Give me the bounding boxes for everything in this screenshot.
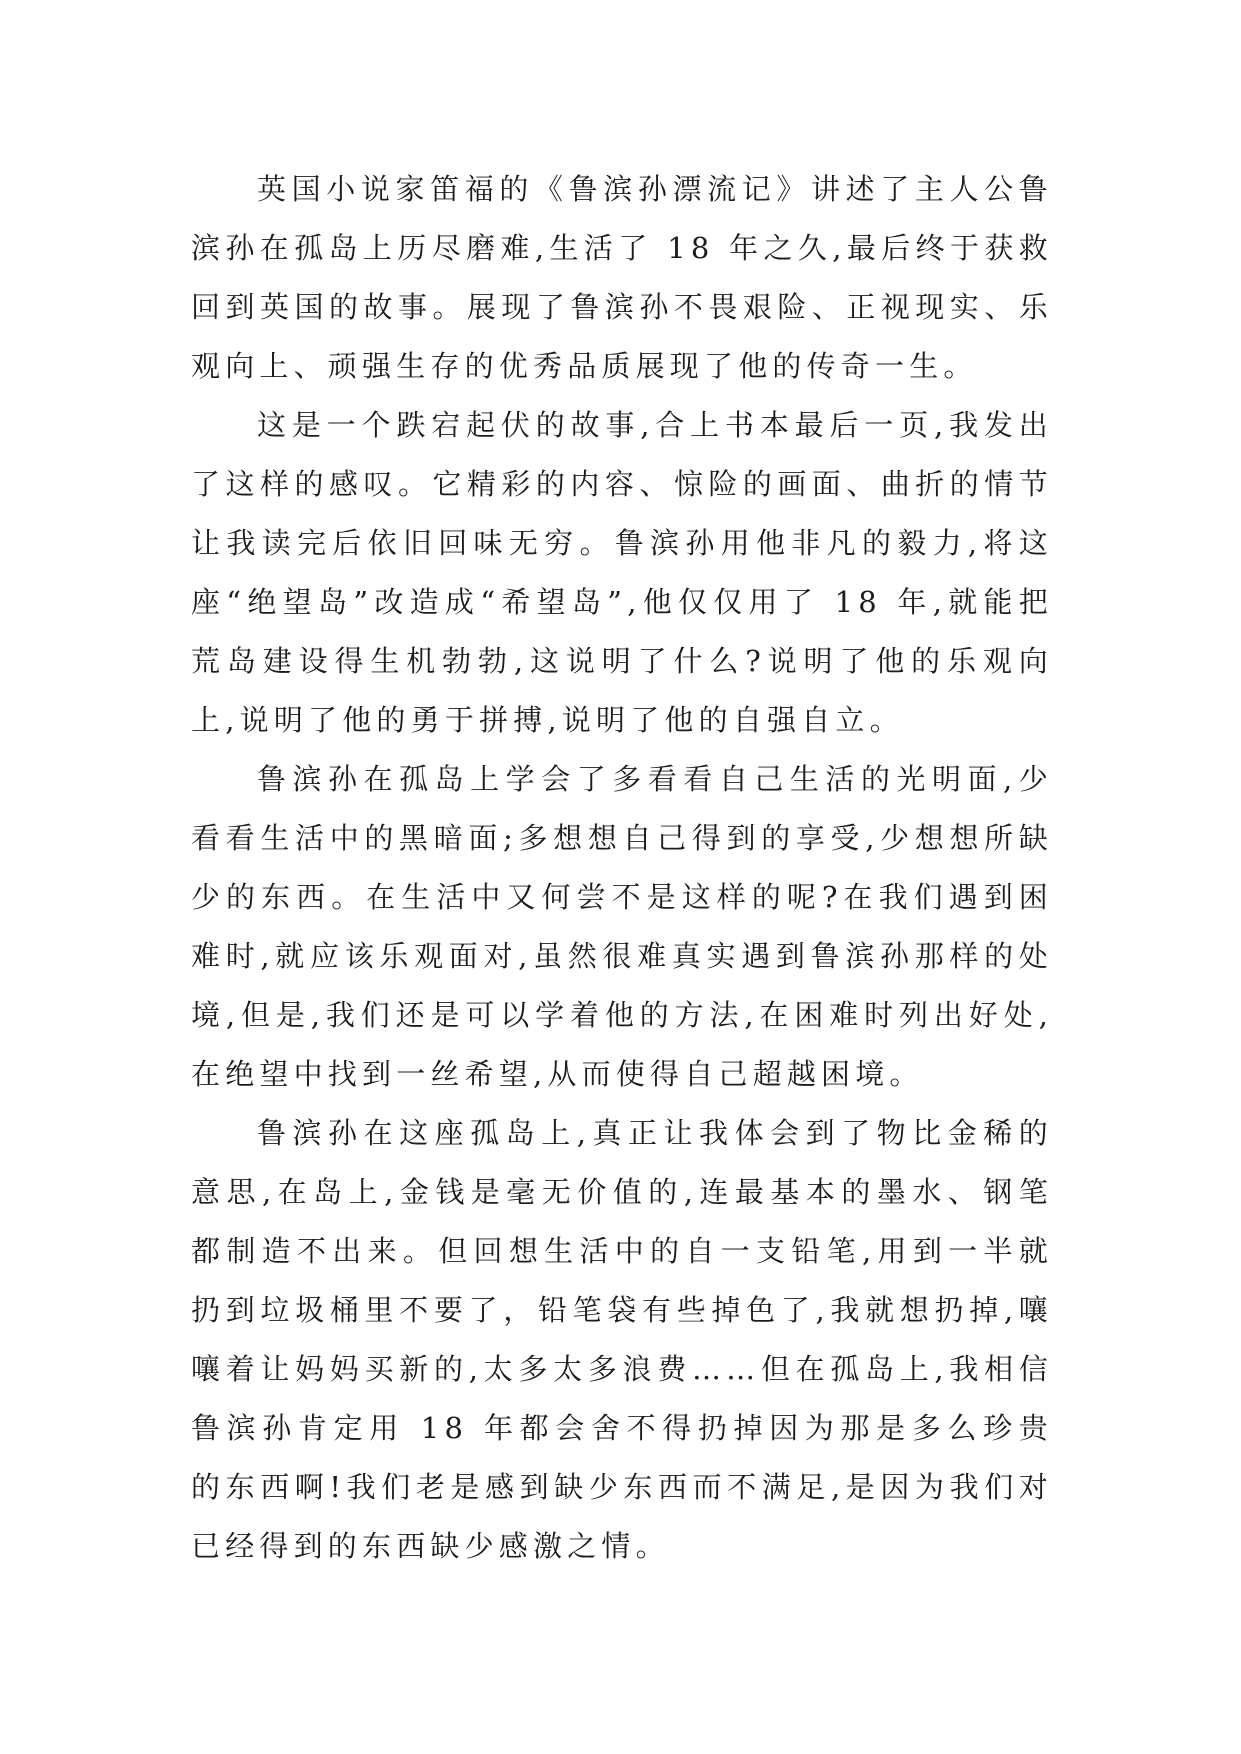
paragraph-4: 鲁滨孙在这座孤岛上,真正让我体会到了物比金稀的意思,在岛上,金钱是毫无价值的,连最基本的墨水、钢笔都制造不出来。但回想生活中的自一支铅笔,用到一半就扔到垃圾桶里不要了，铅笔袋有些掉色了,我就想扔掉,嚷嚷着让妈妈买新的,太多太多浪费……但在孤岛上,我相信鲁滨孙肯定用 18 年都会舍不得扔掉因为那是多么珍贵的东西啊!我们老是感到缺少东西而不满足,是因为我们对已经得到的东西缺少感激之情。 (191, 1116, 1053, 1563)
paragraph-2: 这是一个跌宕起伏的故事,合上书本最后一页,我发出了这样的感叹。它精彩的内容、惊险的画面、曲折的情节让我读完后依旧回味无穷。鲁滨孙用他非凡的毅力,将这座“绝望岛”改造成“希望岛”,他仅仅用了 18 年,就能把荒岛建设得生机勃勃,这说明了什么?说明了他的乐观向上,说明了他的勇于拼搏,说明了他的自强自立。 (191, 408, 1053, 737)
essay-body (191, 160, 1053, 1576)
paragraph-1: 英国小说家笛福的《鲁滨孙漂流记》讲述了主人公鲁滨孙在孤岛上历尽磨难,生活了 18 年之久,最后终于获救回到英国的故事。展现了鲁滨孙不畏艰险、正视现实、乐观向上、顽强生存的优秀品质展现了他的传奇一生。 (191, 172, 1053, 383)
paragraph-3: 鲁滨孙在孤岛上学会了多看看自己生活的光明面,少看看生活中的黑暗面;多想想自己得到的享受,少想想所缺少的东西。在生活中又何尝不是这样的呢?在我们遇到困难时,就应该乐观面对,虽然很难真实遇到鲁滨孙那样的处境,但是,我们还是可以学着他的方法,在困难时列出好处,在绝望中找到一丝希望,从而使得自己超越困境。 (191, 762, 1053, 1091)
